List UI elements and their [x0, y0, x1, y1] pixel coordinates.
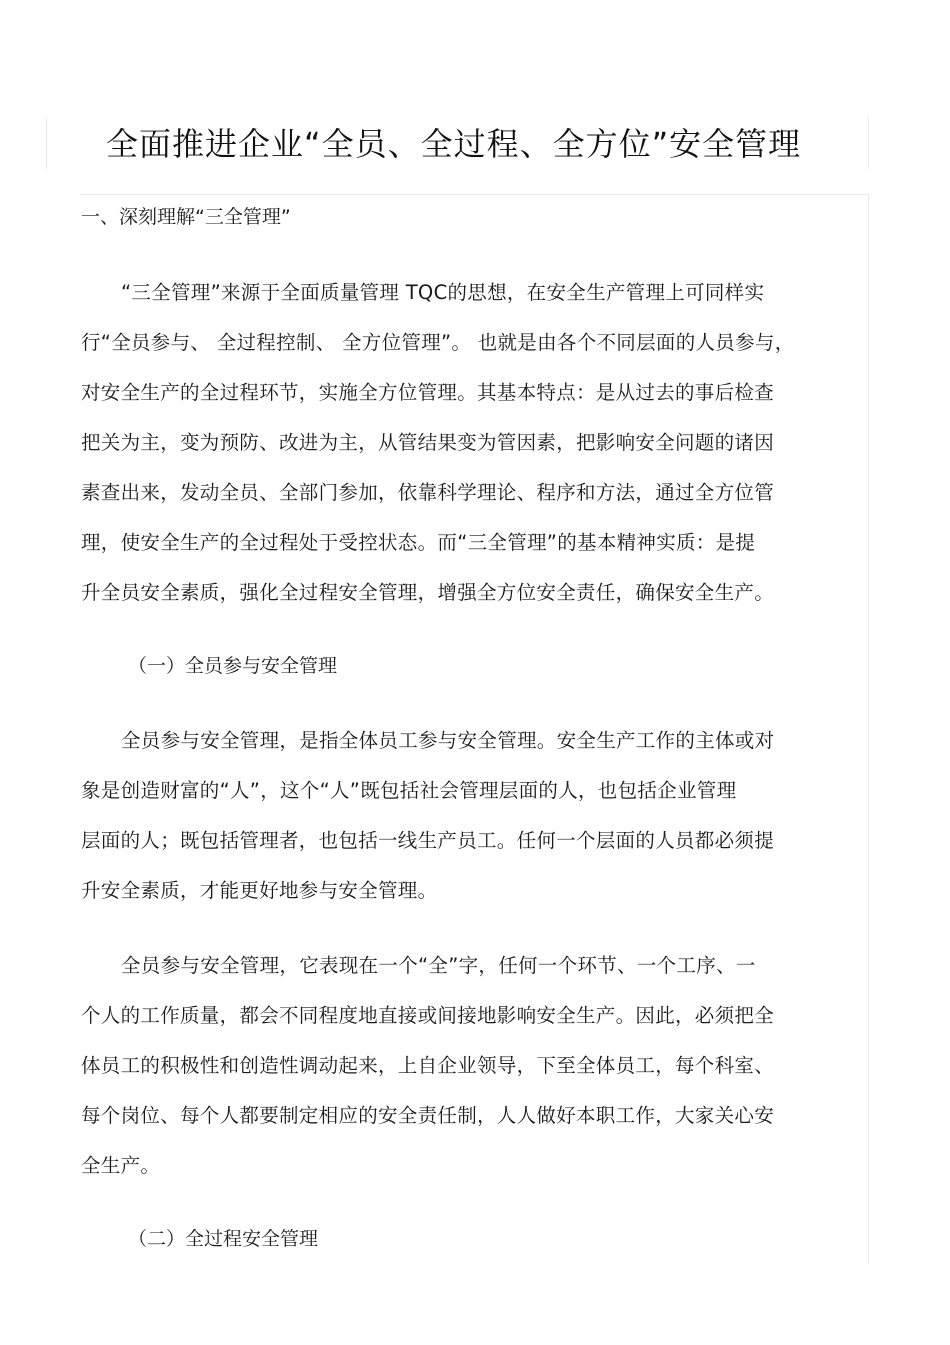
paragraph-line: 行“全员参与、 全过程控制、 全方位管理”。 也就是由各个不同层面的人员参与， — [81, 331, 795, 354]
title-frame-right — [868, 117, 869, 169]
body-frame-top — [80, 194, 869, 195]
paragraph-1 — [81, 268, 841, 618]
paragraph-line: “三全管理”来源于全面质量管理 TQC的思想，在安全生产管理上可同样实 — [121, 281, 765, 304]
paragraph-line: 素查出来，发动全员、全部门参加，依靠科学理论、程序和方法，通过全方位管 — [81, 481, 775, 504]
subsection-heading-1: （一）全员参与安全管理 — [128, 655, 338, 677]
paragraph-line: 每个岗位、每个人都要制定相应的安全责任制，人人做好本职工作，大家关心安 — [81, 1104, 775, 1127]
paragraph-line: 理，使安全生产的全过程处于受控状态。而“三全管理”的基本精神实质：是提 — [81, 531, 756, 554]
paragraph-line: 把关为主，变为预防、改进为主，从管结果变为管因素，把影响安全问题的诸因 — [81, 431, 775, 454]
paragraph-line: 个人的工作质量，都会不同程度地直接或间接地影响安全生产。因此，必须把全 — [81, 1004, 775, 1027]
paragraph-line: 象是创造财富的“人”，这个“人”既包括社会管理层面的人，也包括企业管理 — [81, 779, 737, 802]
paragraph-line: 升全员安全素质，强化全过程安全管理，增强全方位安全责任，确保安全生产。 — [81, 581, 775, 604]
body-frame-right — [868, 194, 869, 1264]
title-frame-left — [46, 117, 47, 169]
subsection-heading-2: （二）全过程安全管理 — [128, 1228, 319, 1250]
paragraph-line: 升安全素质，才能更好地参与安全管理。 — [81, 879, 438, 902]
paragraph-line: 全员参与安全管理，是指全体员工参与安全管理。安全生产工作的主体或对 — [121, 729, 775, 752]
document-title: 全面推进企业“全员、全过程、全方位”安全管理 — [106, 125, 802, 163]
paragraph-3 — [81, 941, 841, 1191]
paragraph-line: 全员参与安全管理，它表现在一个“全”字，任何一个环节、一个工序、一 — [121, 954, 756, 977]
paragraph-line: 对安全生产的全过程环节，实施全方位管理。其基本特点：是从过去的事后检查 — [81, 381, 775, 404]
paragraph-line: 全生产。 — [81, 1154, 161, 1177]
paragraph-line: 体员工的积极性和创造性调动起来，上自企业领导，下至全体员工，每个科室、 — [81, 1054, 775, 1077]
paragraph-2 — [81, 716, 841, 916]
section-heading-1: 一、深刻理解“三全管理” — [81, 206, 291, 228]
paragraph-line: 层面的人；既包括管理者，也包括一线生产员工。任何一个层面的人员都必须提 — [81, 829, 775, 852]
